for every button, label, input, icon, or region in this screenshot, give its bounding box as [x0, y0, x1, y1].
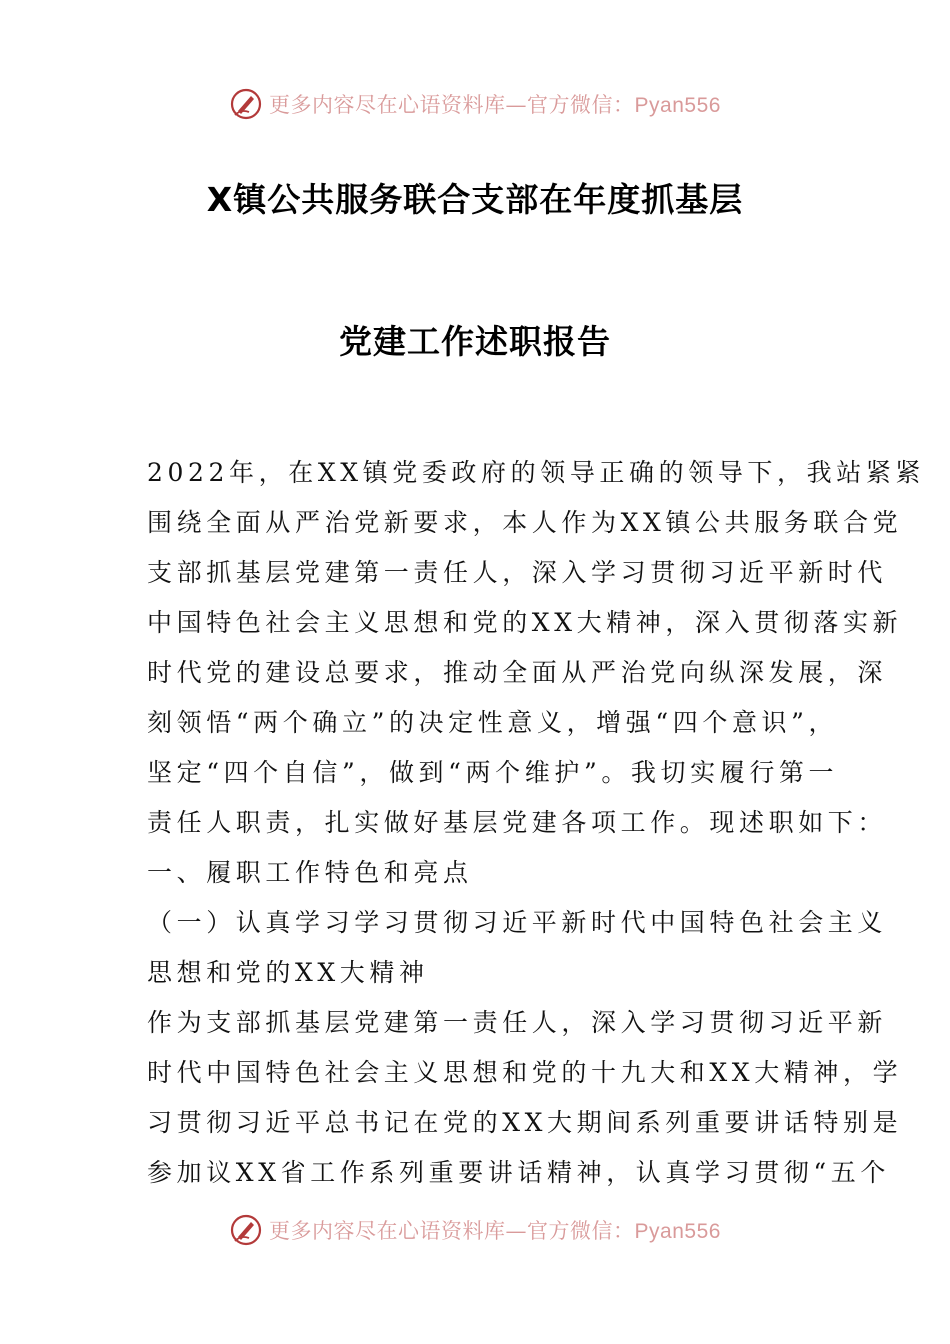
body-line: 围绕全面从严治党新要求，本人作为XX镇公共服务联合党: [147, 508, 903, 537]
document-title-line-2: 党建工作述职报告: [339, 322, 611, 361]
body-line: 时代中国特色社会主义思想和党的十九大和XX大精神，学: [147, 1058, 903, 1087]
document-title-line-1: X镇公共服务联合支部在年度抓基层: [206, 180, 744, 219]
pen-circle-logo-icon: [229, 1213, 263, 1247]
subsection-heading: 思想和党的XX大精神: [147, 958, 429, 987]
body-line: 责任人职责，扎实做好基层党建各项工作。现述职如下：: [147, 808, 888, 837]
wechat-id: Pyan556: [634, 94, 721, 117]
body-line: 时代党的建设总要求，推动全面从严治党向纵深发展，深: [147, 658, 888, 687]
body-line: 2022年，在XX镇党委政府的领导正确的领导下，我站紧紧: [147, 458, 926, 487]
wechat-id: Pyan556: [634, 1220, 721, 1243]
watermark-banner-bottom: [0, 1210, 950, 1250]
watermark-text: 更多内容尽在心语资料库—官方微信：Pyan556: [269, 1219, 721, 1243]
body-line: 坚定“四个自信”，做到“两个维护”。我切实履行第一: [147, 758, 839, 787]
body-line: 刻领悟“两个确立”的决定性意义，增强“四个意识”，: [147, 708, 839, 737]
pen-circle-logo-icon: [229, 87, 263, 121]
body-line: 作为支部抓基层党建第一责任人，深入学习贯彻习近平新: [147, 1008, 888, 1037]
body-line: 中国特色社会主义思想和党的XX大精神，深入贯彻落实新: [147, 608, 903, 637]
body-line: 习贯彻习近平总书记在党的XX大期间系列重要讲话特别是: [147, 1108, 903, 1137]
document-body: [147, 448, 926, 1198]
section-heading: 一、履职工作特色和亮点: [147, 858, 473, 887]
watermark-banner-top: [0, 84, 950, 124]
body-line: 参加议XX省工作系列重要讲话精神，认真学习贯彻“五个: [147, 1158, 890, 1187]
subsection-heading: （一）认真学习学习贯彻习近平新时代中国特色社会主义: [147, 908, 888, 937]
watermark-text: 更多内容尽在心语资料库—官方微信：Pyan556: [269, 93, 721, 117]
body-line: 支部抓基层党建第一责任人，深入学习贯彻习近平新时代: [147, 558, 888, 587]
